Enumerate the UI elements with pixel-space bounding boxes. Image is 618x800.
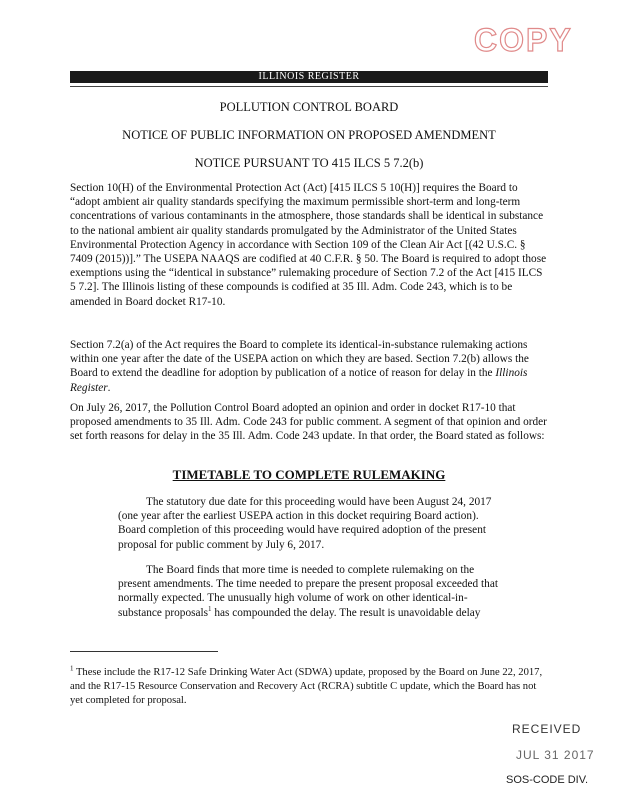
timetable-heading: TIMETABLE TO COMPLETE RULEMAKING	[172, 467, 446, 482]
footnote-divider	[70, 651, 218, 652]
quote-paragraph-2-text-a: The Board finds that more time is needed to complete rulemaking on the present amendments. The time needed to prepare the present proposal exceeded that normally expected. The unusually high volume of work on other identical-in-substance proposals	[118, 564, 498, 619]
footnote-number: 1	[70, 664, 74, 673]
paragraph-section-10h: Section 10(H) of the Environmental Protection Act (Act) [415 ILCS 5 10(H)] requires the Board to “adopt ambient air quality standards specifying the maximum permissible short-term and long-term concentrations of various contaminants in the atmosphere, those standards shall be identical in substance to the national ambient air quality standards promulgated by the Administrator of the United States Environmental Protection Agency in accordance with Section 109 of the Clean Air Act [(42 U.S.C. § 7409 (2015))].” The USEPA NAAQS are codified at 40 C.F.R. § 50. The Board is required to adopt those exemptions using the “identical in substance” rulemaking procedure of Section 7.2 of the Act [415 ILCS 5 7.2]. The Illinois listing of these compounds is codified at 35 Ill. Adm. Code 243, which is to be amended in Board docket R17-10.	[70, 182, 547, 308]
quote-paragraph-1-text: The statutory due date for this proceeding would have been August 24, 2017 (one year after the earliest USEPA action in this docket requiring Board action). Board completion of this proceeding would have required adoption of the present proposal for public comment by July 6, 2017.	[118, 496, 492, 551]
copy-stamp: COPY	[474, 22, 573, 58]
footnote	[70, 666, 548, 708]
header-divider	[70, 86, 548, 87]
paragraph-section-7-2-text: Section 7.2(a) of the Act requires the Board to complete its identical-in-substance rulemaking actions within one year after the date of the USEPA action on which they are based. Section 7.2(b) allows the Board to extend the deadline for adoption by publication of a notice of reason for delay in the	[70, 339, 529, 380]
quote-paragraph-2-text-b: has compounded the delay. The result is unavoidable delay	[211, 606, 481, 619]
paragraph-july-26: On July 26, 2017, the Pollution Control Board adopted an opinion and order in docket R17-10 that proposed amendments to 35 Ill. Adm. Code 243 for public comment. A segment of that opinion and order set forth reasons for delay in the 35 Ill. Adm. Code 243 update. In that order, the Board stated as follows:	[70, 402, 547, 443]
notice-title: NOTICE OF PUBLIC INFORMATION ON PROPOSED AMENDMENT	[122, 128, 496, 142]
received-stamp: RECEIVED	[512, 722, 582, 736]
quote-paragraph-1	[118, 495, 502, 552]
quote-paragraph-2	[118, 563, 502, 620]
register-header: ILLINOIS REGISTER	[70, 71, 548, 83]
paragraph-end: .	[107, 381, 111, 394]
paragraph-section-7-2	[70, 338, 548, 395]
footnote-text: These include the R17-12 Safe Drinking Water Act (SDWA) update, proposed by the Board on June 22, 2017, and the R17-15 Resource Conservation and Recovery Act (RCRA) subtitle C update, which the Board has not yet completed for proposal.	[70, 667, 543, 706]
board-title: POLLUTION CONTROL BOARD	[219, 100, 399, 114]
pursuant-title: NOTICE PURSUANT TO 415 ILCS 5 7.2(b)	[194, 156, 424, 170]
footnote-reference[interactable]: 1	[208, 604, 212, 613]
illinois-register-italic: Illinois Register	[70, 367, 528, 394]
division-stamp: SOS-CODE DIV.	[506, 774, 589, 786]
date-stamp: JUL 31 2017	[516, 748, 595, 762]
